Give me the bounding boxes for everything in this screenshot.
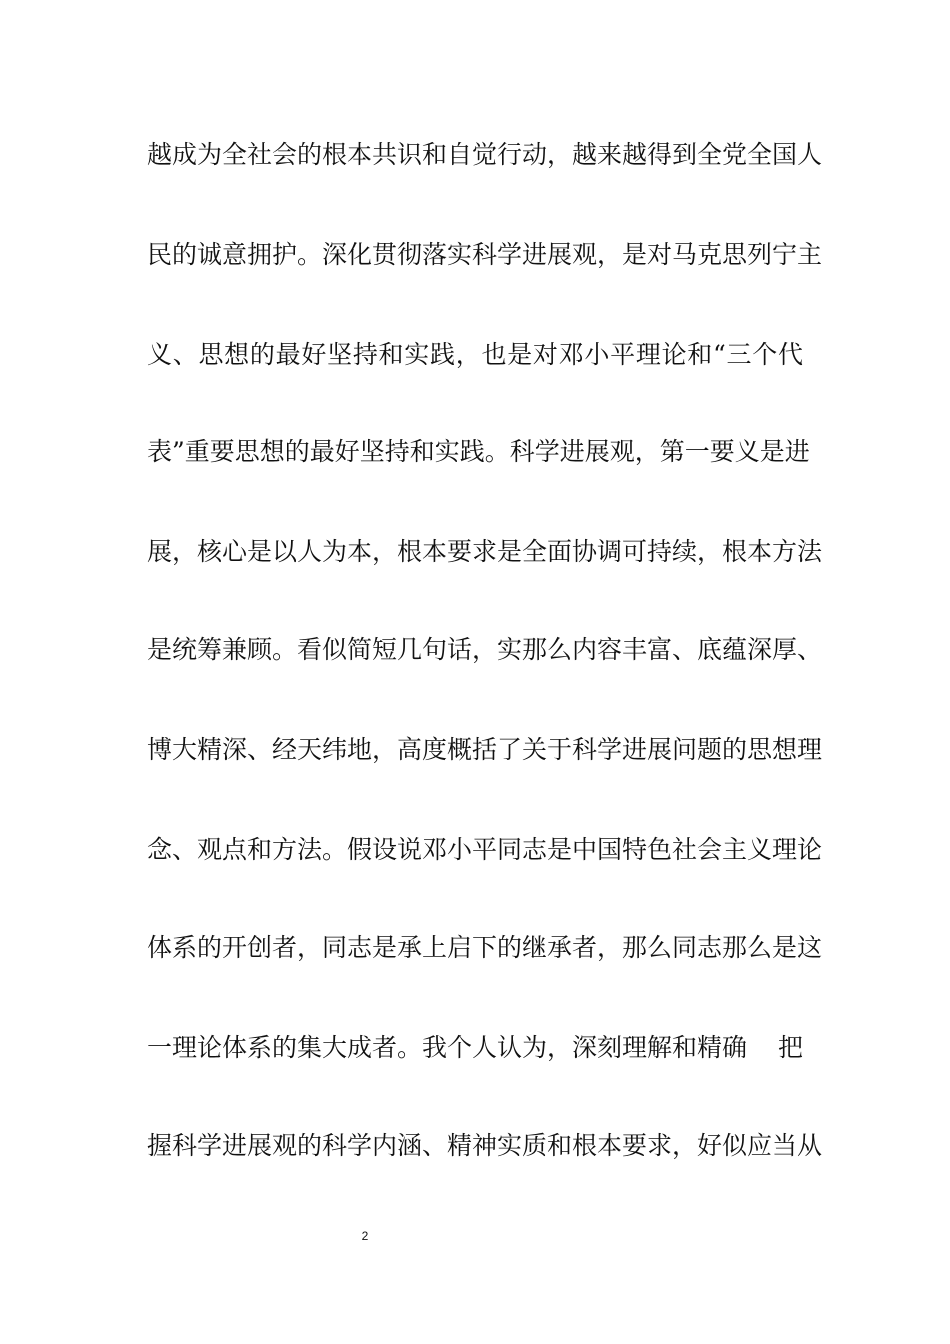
text-line-10 bbox=[147, 1032, 803, 1064]
text-line-6: 是统筹兼顾。看似简短几句话，实那么内容丰富、底蕴深厚、 bbox=[147, 635, 823, 664]
text-line-10-tail: 把 bbox=[777, 1033, 803, 1062]
text-line-3: 义、思想的最好坚持和实践，也是对邓小平理论和“三个代 bbox=[147, 340, 803, 369]
text-line-7: 博大精深、经天纬地，高度概括了关于科学进展问题的思想理 bbox=[147, 735, 823, 764]
text-line-9: 体系的开创者，同志是承上启下的继承者，那么同志那么是这 bbox=[147, 933, 823, 962]
text-line-8: 念、观点和方法。假设说邓小平同志是中国特色社会主义理论 bbox=[147, 835, 823, 864]
text-line-4: 表”重要思想的最好坚持和实践。科学进展观，第一要义是进 bbox=[147, 437, 810, 466]
text-line-10-main: 一理论体系的集大成者。我个人认为，深刻理解和精确 bbox=[147, 1033, 748, 1062]
text-line-1: 越成为全社会的根本共识和自觉行动，越来越得到全党全国人 bbox=[147, 140, 823, 169]
text-line-5: 展，核心是以人为本，根本要求是全面协调可持续，根本方法 bbox=[147, 537, 823, 566]
text-line-11: 握科学进展观的科学内涵、精神实质和根本要求，好似应当从 bbox=[147, 1131, 823, 1160]
text-line-2: 民的诚意拥护。深化贯彻落实科学进展观，是对马克思列宁主 bbox=[147, 240, 823, 269]
page-number: 2 bbox=[361, 1229, 369, 1243]
